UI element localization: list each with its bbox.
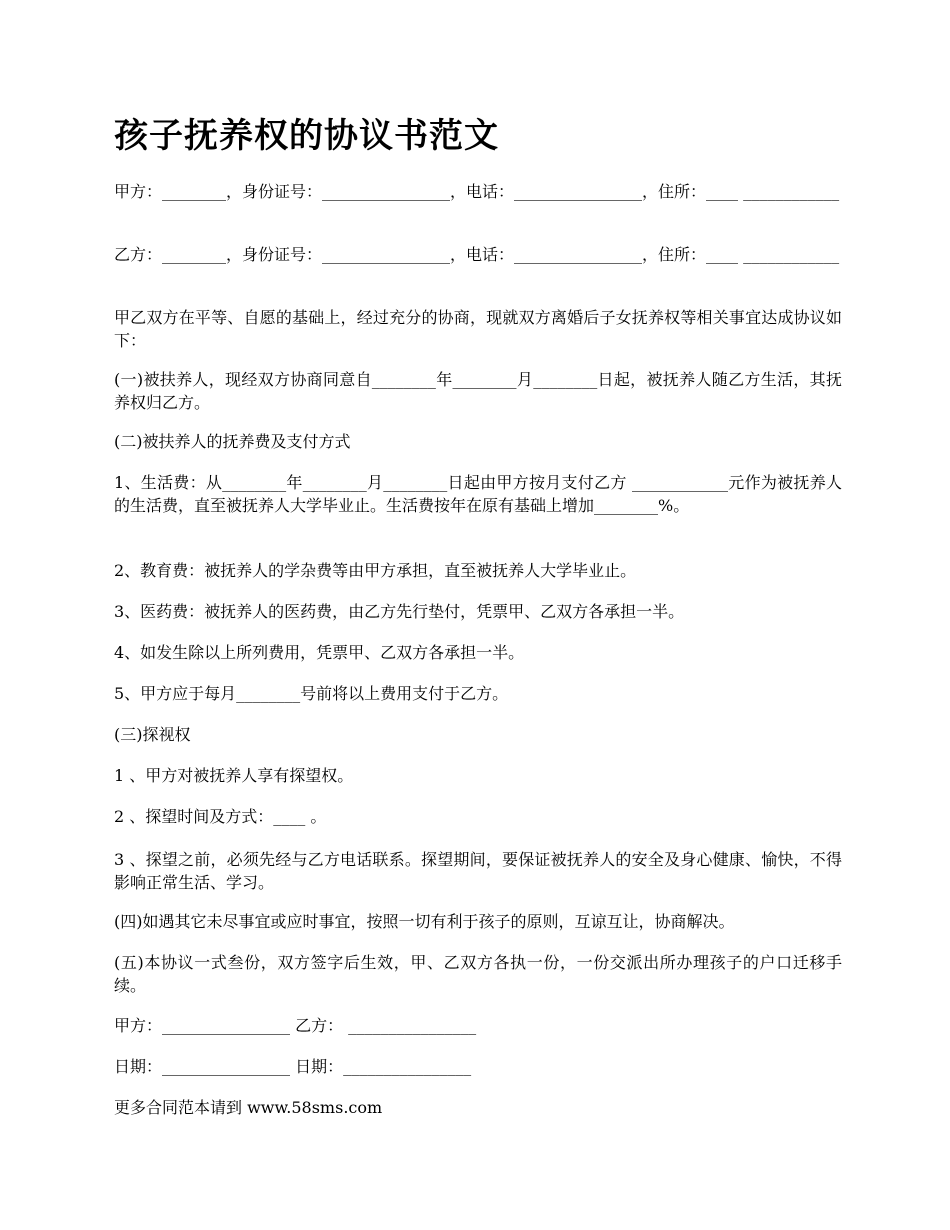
item-2-2-education-fees: 2、教育费：被抚养人的学杂费等由甲方承担，直至被抚养人大学毕业止。	[114, 561, 637, 580]
item-2-3-medical-fees: 3、医药费：被抚养人的医药费，由乙方先行垫付，凭票甲、乙双方各承担一半。	[114, 602, 685, 621]
party-b-info: 乙方：________，身份证号：________________，电话：________________，住所：____ ____________	[114, 245, 840, 264]
date-line: 日期：________________ 日期：________________	[114, 1057, 472, 1076]
party-a-info: 甲方：________，身份证号：________________，电话：________________，住所：____ ____________	[114, 182, 840, 201]
item-2-1-living-expenses: 1、生活费：从________年________月________日起由甲方按月支付乙方 ____________元作为被抚养人的生活费，直至被抚养人大学毕业止。生活费按年在原有基础上增加________%。	[114, 473, 842, 515]
item-2-5-payment-date: 5、甲方应于每月________号前将以上费用支付于乙方。	[114, 684, 509, 703]
section-4-paragraph: (四)如遇其它未尽事宜或应时事宜，按照一切有利于孩子的原则，互谅互让，协商解决。	[114, 912, 735, 931]
section-1-paragraph: (一)被扶养人，现经双方协商同意自________年________月________日起，被抚养人随乙方生活，其抚养权归乙方。	[114, 370, 842, 412]
signature-line: 甲方：________________ 乙方： ________________	[114, 1016, 477, 1035]
item-2-4-other-fees: 4、如发生除以上所列费用，凭票甲、乙双方各承担一半。	[114, 643, 525, 662]
item-3-1-visitation-right: 1 、甲方对被抚养人享有探望权。	[114, 766, 354, 785]
section-3-heading: (三)探视权	[114, 725, 191, 744]
footer-link-text: 更多合同范本请到 www.58sms.com	[114, 1098, 383, 1117]
section-5-paragraph: (五)本协议一式叁份，双方签字后生效，甲、乙双方各执一份，一份交派出所办理孩子的户口迁移手续。	[114, 953, 842, 995]
item-3-3-visitation-rules: 3 、探望之前，必须先经与乙方电话联系。探望期间，要保证被抚养人的安全及身心健康、愉快，不得影响正常生活、学习。	[114, 850, 842, 892]
intro-paragraph: 甲乙双方在平等、自愿的基础上，经过充分的协商，现就双方离婚后子女抚养权等相关事宜达成协议如下：	[114, 308, 842, 350]
document-title: 孩子抚养权的协议书范文	[114, 116, 499, 156]
item-3-2-visitation-time: 2 、探望时间及方式：____ 。	[114, 807, 327, 826]
section-2-heading: (二)被扶养人的抚养费及支付方式	[114, 432, 351, 451]
